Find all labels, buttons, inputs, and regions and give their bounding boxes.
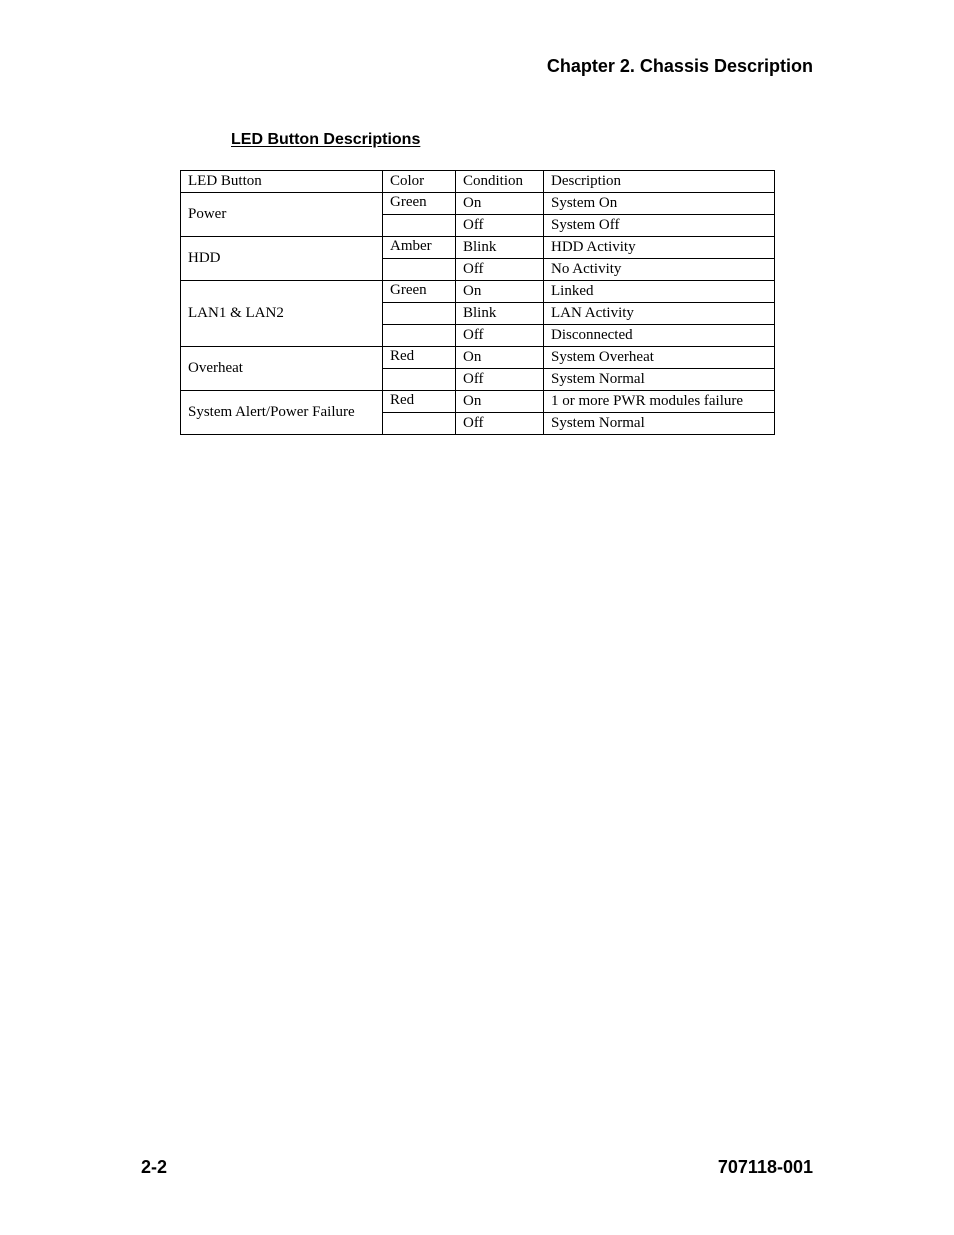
led-button-cell: Overheat [181, 347, 383, 391]
condition-cell: Off [456, 215, 544, 237]
header-condition: Condition [456, 171, 544, 193]
description-cell: HDD Activity [544, 237, 775, 259]
condition-cell: Off [456, 369, 544, 391]
color-cell: Red [383, 347, 456, 369]
color-cell: Green [383, 193, 456, 215]
table-header-row [181, 171, 775, 193]
condition-cell: Off [456, 259, 544, 281]
led-button-cell: LAN1 & LAN2 [181, 281, 383, 347]
color-cell: Amber [383, 237, 456, 259]
description-cell: LAN Activity [544, 303, 775, 325]
header-description: Description [544, 171, 775, 193]
chapter-title: Chapter 2. Chassis Description [546, 56, 813, 76]
color-cell-empty [383, 303, 456, 325]
color-cell: Red [383, 391, 456, 413]
led-button-cell: HDD [181, 237, 383, 281]
description-cell: Linked [544, 281, 775, 303]
description-cell: System Overheat [544, 347, 775, 369]
color-cell: Green [383, 281, 456, 303]
page-number: 2-2 [141, 1157, 168, 1177]
condition-cell: Blink [456, 303, 544, 325]
color-cell-empty [383, 259, 456, 281]
condition-cell: Blink [456, 237, 544, 259]
section-title: LED Button Descriptions [231, 131, 421, 148]
condition-cell: Off [456, 413, 544, 435]
color-cell-empty [383, 413, 456, 435]
table-row [181, 391, 775, 413]
led-button-table [180, 170, 775, 435]
color-cell-empty [383, 369, 456, 391]
condition-cell: On [456, 391, 544, 413]
description-cell: No Activity [544, 259, 775, 281]
header-led-button: LED Button [181, 171, 383, 193]
description-cell: System On [544, 193, 775, 215]
led-button-cell: System Alert/Power Failure [181, 391, 383, 435]
condition-cell: On [456, 193, 544, 215]
color-cell-empty [383, 215, 456, 237]
table-row [181, 237, 775, 259]
description-cell: 1 or more PWR modules failure [544, 391, 775, 413]
condition-cell: On [456, 281, 544, 303]
condition-cell: On [456, 347, 544, 369]
description-cell: System Normal [544, 413, 775, 435]
description-cell: System Normal [544, 369, 775, 391]
table-row [181, 347, 775, 369]
table-row [181, 193, 775, 215]
description-cell: System Off [544, 215, 775, 237]
color-cell-empty [383, 325, 456, 347]
condition-cell: Off [456, 325, 544, 347]
table-row [181, 281, 775, 303]
description-cell: Disconnected [544, 325, 775, 347]
led-button-cell: Power [181, 193, 383, 237]
document-number: 707118-001 [717, 1157, 813, 1177]
header-color: Color [383, 171, 456, 193]
